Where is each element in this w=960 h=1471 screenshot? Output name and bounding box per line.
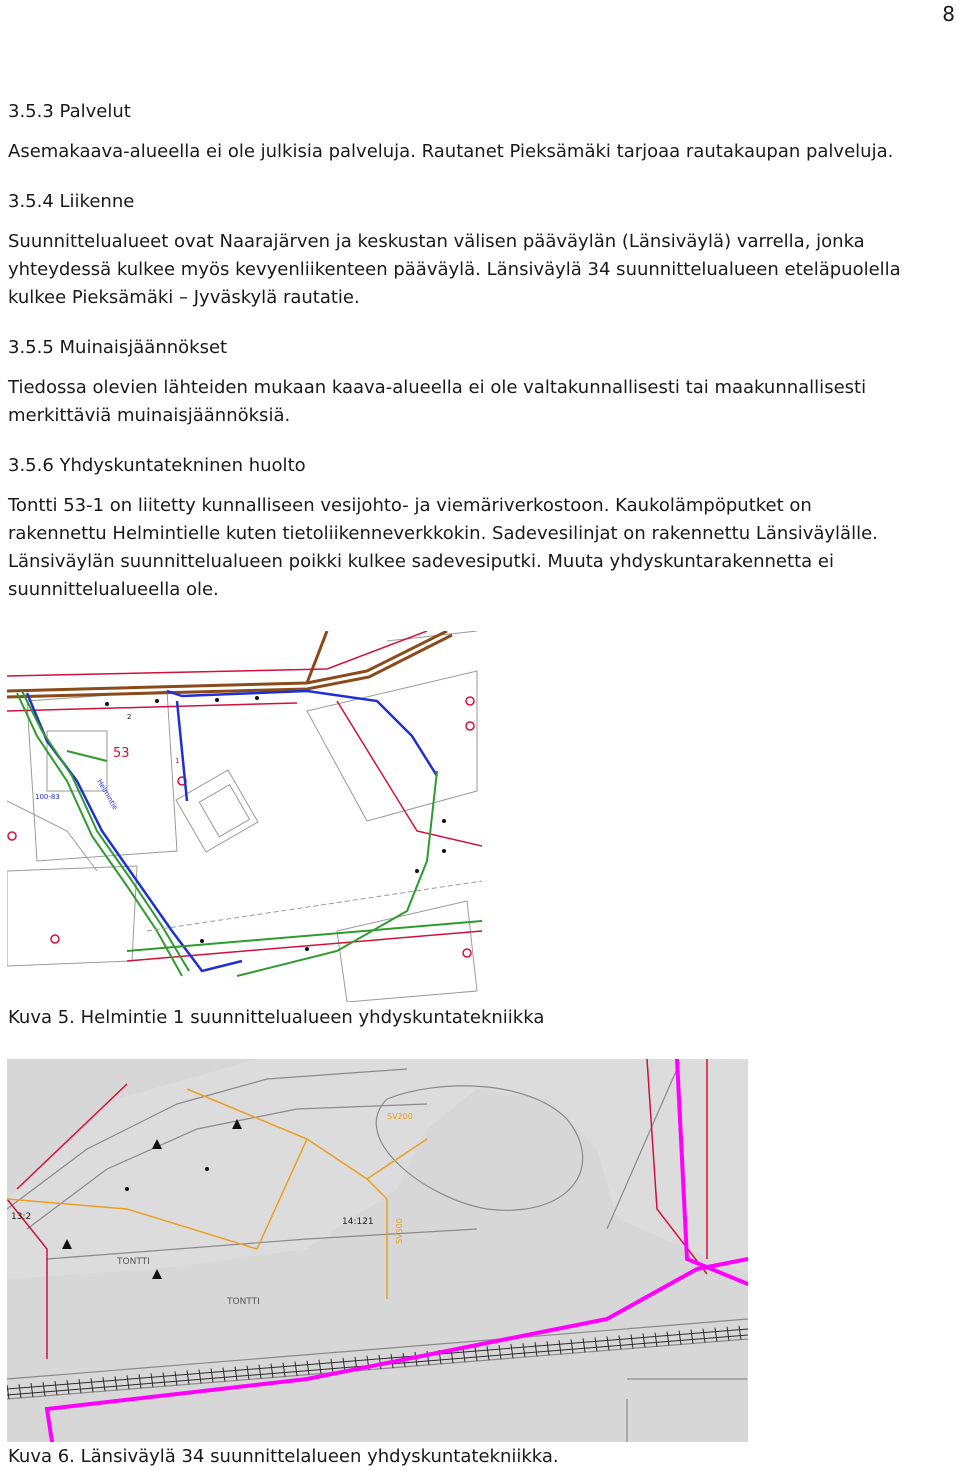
tontti-label: TONTTI: [117, 1257, 150, 1267]
paragraph-line: Tiedossa olevien lähteiden mukaan kaava-alueella ei ole valtakunnallisesti tai maakunnallisesti: [8, 377, 867, 398]
infrastructure-map-helmintie: [7, 631, 482, 1002]
paragraph-line: Länsiväylän suunnittelualueen poikki kulkee sadevesiputki. Muuta yhdyskuntarakennetta ei: [8, 551, 834, 572]
road-name-label: Helmintie: [95, 778, 120, 812]
paragraph-line: Asemakaava-alueella ei ole julkisia palveluja. Rautanet Pieksämäki tarjoaa rautakaupan palveluja.: [8, 141, 894, 162]
plot-id-label: 13:2: [11, 1212, 32, 1222]
pipe-label: SV200: [387, 1112, 413, 1121]
section-heading-palvelut: 3.5.3 Palvelut: [8, 101, 131, 122]
paragraph-line: suunnittelualueella ole.: [8, 579, 219, 600]
plot-label-2: 2: [127, 713, 132, 721]
pipe-label: SV300: [395, 1218, 404, 1244]
section-heading-huolto: 3.5.6 Yhdyskuntatekninen huolto: [8, 455, 306, 476]
section-heading-muinaisjaannokset: 3.5.5 Muinaisjäännökset: [8, 337, 228, 358]
paragraph-line: Suunnittelualueet ovat Naarajärven ja keskustan välisen pääväylän (Länsiväylä) varrella, jonka: [8, 231, 865, 252]
paragraph-line: rakennettu Helmintielle kuten tietoliikenneverkkokin. Sadevesilinjat on rakennettu Länsiväylälle.: [8, 523, 878, 544]
figure-caption: Kuva 5. Helmintie 1 suunnittelualueen yhdyskuntatekniikka: [8, 1007, 545, 1028]
paragraph-line: Tontti 53-1 on liitetty kunnalliseen vesijohto- ja viemäriverkostoon. Kaukolämpöputket on: [8, 495, 812, 516]
paragraph-line: yhteydessä kulkee myös kevyenliikenteen pääväylä. Länsiväylä 34 suunnittelualueen eteläpuolella: [8, 259, 901, 280]
page-number: 8: [942, 2, 955, 26]
infrastructure-map-lansivayla: [7, 1059, 748, 1442]
figure-caption: Kuva 6. Länsiväylä 34 suunnittelalueen yhdyskuntatekniikka.: [8, 1446, 559, 1467]
plot-number-label: 1: [175, 757, 180, 765]
section-heading-liikenne: 3.5.4 Liikenne: [8, 191, 135, 212]
tontti-label: TONTTI: [227, 1297, 260, 1307]
area-code-label: 100-83: [35, 793, 60, 801]
plot-id-label: 14:121: [342, 1217, 374, 1227]
paragraph-line: kulkee Pieksämäki – Jyväskylä rautatie.: [8, 287, 360, 308]
block-number-label: 53: [113, 746, 130, 761]
paragraph-line: merkittäviä muinaisjäännöksiä.: [8, 405, 291, 426]
